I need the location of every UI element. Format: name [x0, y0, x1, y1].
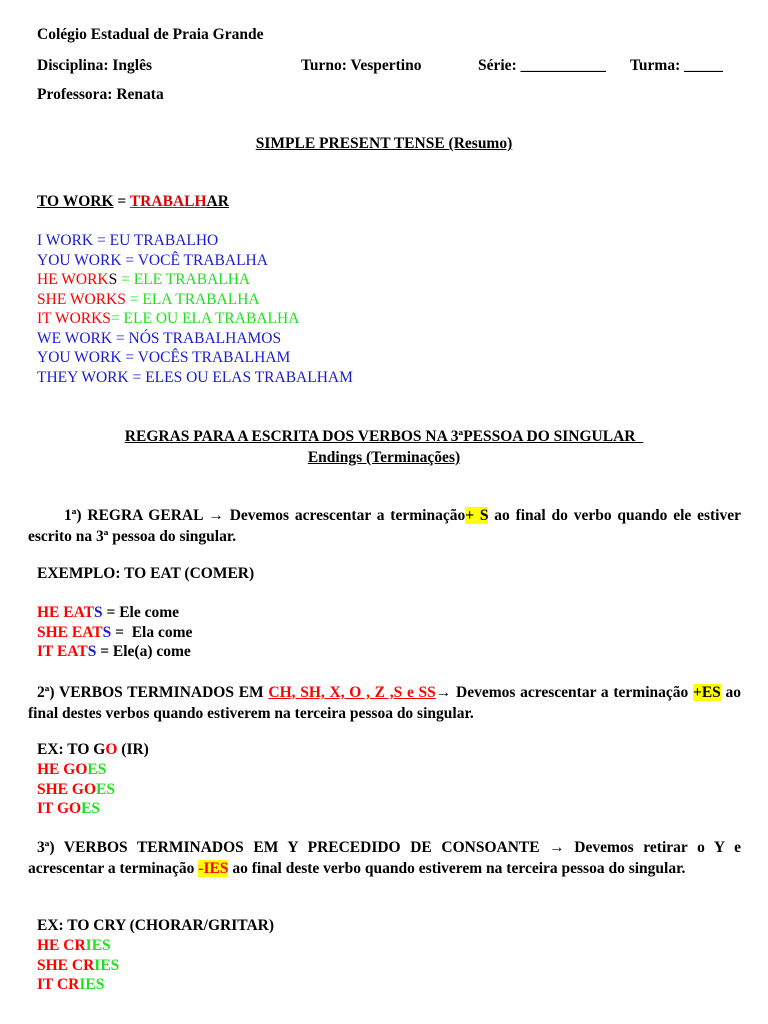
text-run: O	[105, 741, 118, 758]
rule-3-text-end: ao final deste verbo quando estiverem na terceira pessoa do singular.	[228, 860, 686, 877]
text-run: S	[94, 604, 103, 621]
text-run: THEY WORK = ELES OU ELAS TRABALHAM	[37, 368, 353, 386]
list-item	[37, 761, 106, 779]
list-item	[37, 271, 250, 289]
text-run: = ELE OU ELA TRABALHA	[110, 310, 300, 327]
rule-2-ending: +ES	[692, 684, 721, 701]
text-run: = Ela come	[111, 623, 193, 641]
text-run: SHE CR	[37, 956, 95, 974]
rule-2-text: 2ª) VERBOS TERMINADOS EM	[37, 684, 269, 701]
list-item	[37, 310, 299, 328]
example-2-title	[37, 741, 149, 759]
example-3-title: EX: TO CRY (CHORAR/GRITAR)	[37, 917, 274, 934]
text-run: YOU WORK = VOCÊ TRABALHA	[37, 251, 268, 269]
list-item	[37, 232, 218, 250]
text-run: = Ele come	[102, 604, 180, 621]
text-run: HE GO	[37, 761, 88, 778]
text-run: IT CR	[37, 976, 80, 993]
text-run: HE EAT	[37, 604, 94, 621]
list-item	[37, 604, 179, 622]
grade-field: Série: ___________	[478, 57, 606, 74]
verb-ending: AR	[206, 193, 229, 210]
text-run: (IR)	[117, 741, 149, 758]
text-run: HE WORK	[37, 271, 109, 288]
list-item	[37, 330, 281, 348]
rule-1	[28, 505, 741, 547]
text-run: ES	[96, 780, 115, 798]
text-run: IES	[79, 976, 105, 993]
text-run: IT EAT	[37, 643, 88, 660]
text-run: SHE EAT	[37, 623, 103, 641]
text-run: = ELA TRABALHA	[125, 290, 260, 308]
rules-title: REGRAS PARA A ESCRITA DOS VERBOS NA 3ªPESSOA DO SINGULAR	[124, 428, 644, 445]
rule-1-ending: + S	[465, 507, 489, 524]
list-item	[37, 937, 111, 955]
rule-2-endings: CH, SH, X, O , Z ,S e SS	[268, 684, 436, 701]
text-run: YOU WORK = VOCÊS TRABALHAM	[37, 349, 291, 366]
list-item	[37, 369, 353, 387]
verb-heading	[37, 193, 229, 211]
class-field: Turma: _____	[630, 57, 723, 74]
text-run: ES	[87, 761, 107, 778]
school-name: Colégio Estadual de Praia Grande	[37, 26, 264, 43]
text-run: EX: TO G	[37, 741, 106, 758]
rule-3-text: 3ª) VERBOS TERMINADOS EM Y PRECEDIDO DE CONSOANTE → Devemos retirar o Y e acrescentar a terminação	[28, 839, 741, 877]
rule-2-text-end: ao final destes verbos quando estiverem na terceira pessoa do singular.	[28, 684, 742, 722]
list-item	[37, 781, 115, 799]
text-run: HE CR	[37, 937, 86, 954]
text-run: SHE WORKS	[37, 290, 126, 308]
list-item	[37, 349, 290, 367]
list-item	[37, 976, 104, 994]
rule-2	[28, 682, 741, 724]
text-run: IT GO	[37, 800, 82, 817]
endings-title: Endings (Terminações)	[307, 449, 461, 466]
text-run: IT WORKS	[37, 310, 111, 327]
text-run: = Ele(a) come	[96, 643, 191, 660]
list-item	[37, 291, 260, 309]
teacher-label: Professora: Renata	[37, 86, 164, 103]
text-run: IES	[85, 937, 111, 954]
verb-english: TO WORK	[37, 193, 114, 210]
text-run: S	[87, 643, 97, 660]
list-item	[37, 800, 100, 818]
text-run: S	[108, 271, 118, 288]
shift-label: Turno: Vespertino	[301, 57, 422, 74]
text-run: WE WORK = NÓS TRABALHAMOS	[37, 329, 282, 347]
rule-1-text: 1ª) REGRA GERAL → Devemos acrescentar a terminação	[64, 507, 466, 524]
text-run: I WORK = EU TRABALHO	[37, 232, 219, 249]
list-item	[37, 252, 268, 270]
page-title: SIMPLE PRESENT TENSE (Resumo)	[255, 135, 513, 152]
rule-2-text-mid: → Devemos acrescentar a terminação	[435, 684, 693, 701]
text-run: S	[102, 623, 112, 641]
verb-stem: TRABALH	[129, 193, 207, 210]
text-run: = ELE TRABALHA	[117, 271, 251, 288]
rule-1-text-end: ao final do verbo quando ele estiver escrito na 3ª pessoa do singular.	[28, 507, 741, 545]
rule-3-ending: -IES	[198, 860, 229, 877]
text-run: SHE GO	[37, 780, 97, 798]
example-1-title: EXEMPLO: TO EAT (COMER)	[37, 565, 255, 582]
text-run: IES	[94, 956, 120, 974]
rule-3	[28, 837, 741, 879]
text-run: ES	[81, 800, 101, 817]
list-item	[37, 643, 191, 661]
list-item	[37, 624, 192, 642]
verb-equals: =	[113, 193, 130, 210]
discipline-label: Disciplina: Inglês	[37, 57, 152, 74]
list-item	[37, 957, 119, 975]
